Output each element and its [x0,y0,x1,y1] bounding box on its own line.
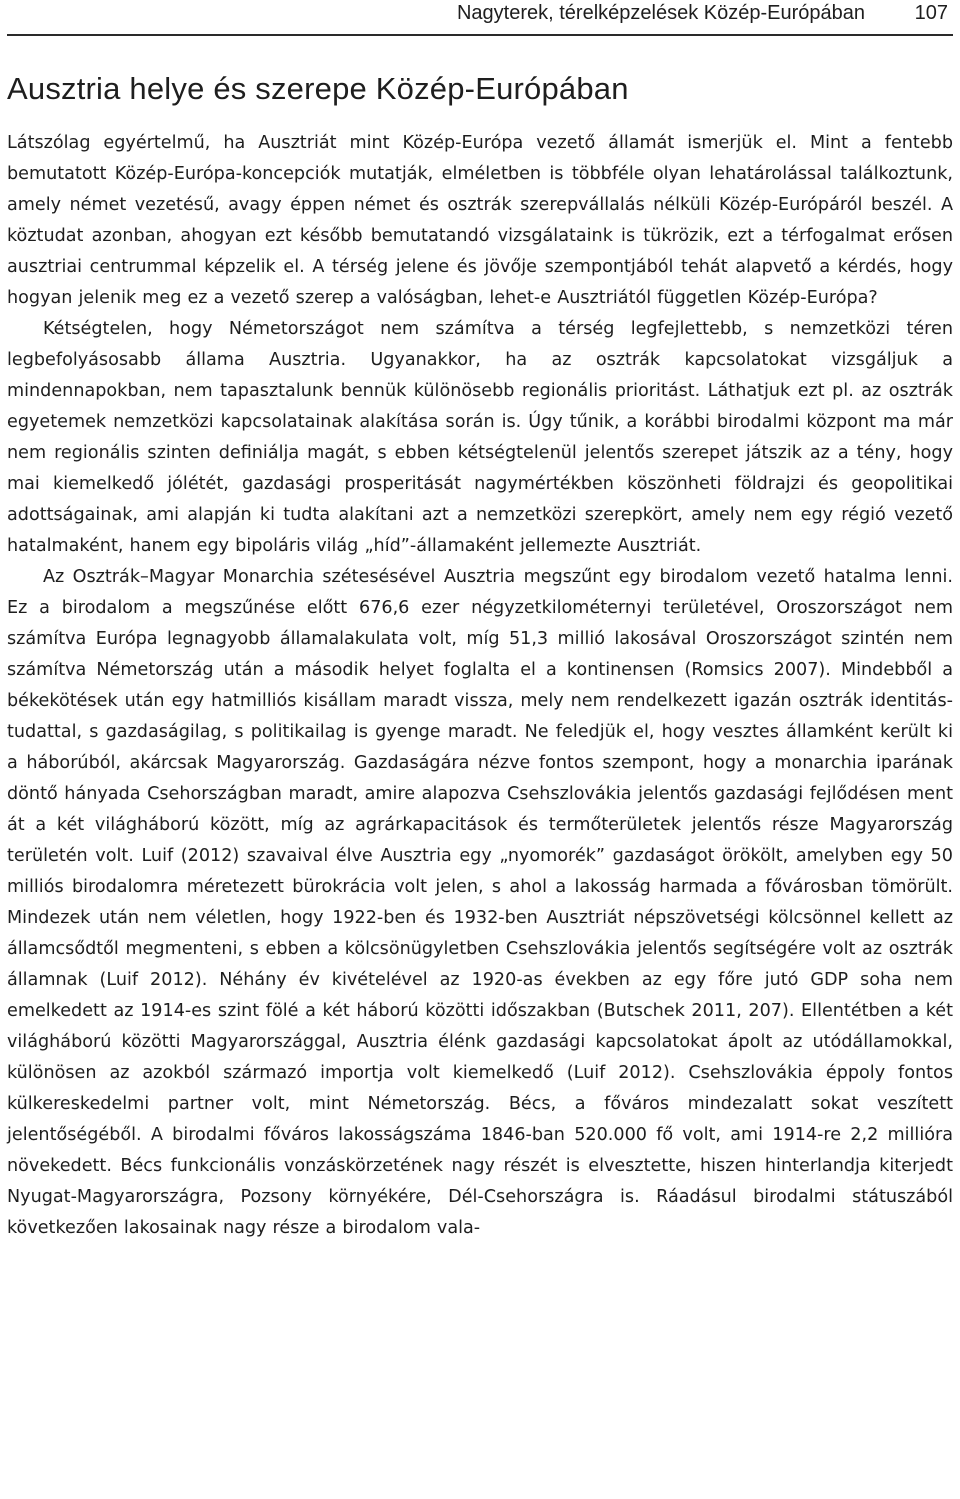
paragraph: Kétségtelen, hogy Németországot nem számítva a térség legfejlettebb, s nemzetközi téren legbefolyásosabb állama Ausztria. Ugyanakkor, ha az osztrák kapcsolatokat vizsgáljuk a mindennapokban, nem tapasztalunk bennük különösebb regionális prioritást. Láthatjuk ezt pl. az osztrák egyetemek nemzetközi kapcsolatainak alakítása során is. Úgy tűnik, a korábbi birodalmi központ ma már nem regionális szinten definiálja magát, s ebben kétségtelenül jelentős szerepet játszik az a tény, hogy mai kiemelkedő jólétét, gazdasági prosperitását nagymértékben köszönheti földrajzi és geopolitikai adottságainak, ami alapján ki tudta alakítani azt a nemzetközi szerepkört, amely nem egy régió vezető hatalmaként, hanem egy bipoláris világ „híd”-államaként jellemezte Ausztriát. [7,319,953,556]
section-title: Ausztria helye és szerepe Közép-Európában [7,71,629,106]
running-title: Nagyterek, térelképzelések Közép-Európában [456,2,865,24]
page-number: 107 [914,2,948,24]
running-header [7,0,953,36]
paragraph: Az Osztrák–Magyar Monarchia szétesésével Ausztria megszűnt egy birodalom vezető hatalma lenni. Ez a birodalom a megszűnése előtt 676,6 ezer négyzetkilométernyi területével, Oroszországot nem számítva Európa legnagyobb államalakulata volt, míg 51,3 millió lakosával Oroszországot szintén nem számítva Németország után a második helyet foglalta el a kontinensen (Romsics 2007). Mindebből a békekötések után egy hatmilliós kisállam maradt vissza, mely nem rendelkezett igazán osztrák identitástudattal, s gazdaságilag, s politikailag is gyenge maradt. Ne feledjük el, hogy vesztes államként került ki a háborúból, akárcsak Magyarország. Gazdaságára nézve fontos szempont, hogy a monarchia iparának döntő hányada Csehországban maradt, amire alapozva Csehszlovákia jelentős gazdasági fejlődésen ment át a két világháború között, míg az agrárkapacitások és termőterületek jelentős része Magyarország területén volt. Luif (2012) szavaival élve Ausztria egy „nyomorék” gazdaságot örökölt, amelyben egy 50 milliós birodalomra méretezett bürokrácia volt jelen, s ahol a lakosság harmada a fővárosban tömörült. Mindezek után nem véletlen, hogy 1922-ben és 1932-ben Ausztriát népszövetségi kölcsönnel kellett az államcsődtől megmenteni, s ebben a kölcsönügyletben Csehszlovákia jelentős segítségére volt az osztrák államnak (Luif 2012). Néhány év kivételével az 1920-as években az egy főre jutó GDP soha nem emelkedett az 1914-es szint fölé a két háború közötti időszakban (Butschek 2011, 207). Ellentétben a két világháború közötti Magyarországgal, Ausztria élénk gazdasági kapcsolatokat ápolt az utódállamokkal, különösen az azokból származó importja volt kiemelkedő (Luif 2012). Csehszlovákia éppoly fontos külkereskedelmi partner volt, mint Németország. Bécs, a főváros mindezalatt sokat veszített jelentőségéből. A birodalmi főváros lakosságszáma 1846-ban 520.000 fő volt, ami 1914-re 2,2 millióra növekedett. Bécs funkcionális vonzáskörzetének nagy részét is elvesztette, hiszen hinterlandja kiterjedt Nyugat-Magyarországra, Pozsony környékére, Dél-Csehországra is. Ráadásul birodalmi státuszából következően lakosainak nagy része a birodalom vala- [7,567,953,1238]
book-page [7,0,953,1244]
paragraph: Látszólag egyértelmű, ha Ausztriát mint Közép-Európa vezető államát ismerjük el. Mint a fentebb bemutatott Közép-Európa-koncepciók mutatják, elméletben is többféle olyan lehatárolással találkoztunk, amely német vezetésű, avagy éppen német és osztrák szerepvállalás nélküli Közép-Európáról beszél. A köztudat azonban, ahogyan ezt később bemutatandó vizsgálataink is tükrözik, ezt a térfogalmat erősen ausztriai centrummal képzelik el. A térség jelene és jövője szempontjából tehát alapvető a kérdés, hogy hogyan jelenik meg ez a vezető szerep a valóságban, lehet-e Ausztriától független Közép-Európa? [7,133,953,308]
body-text [7,128,953,1244]
